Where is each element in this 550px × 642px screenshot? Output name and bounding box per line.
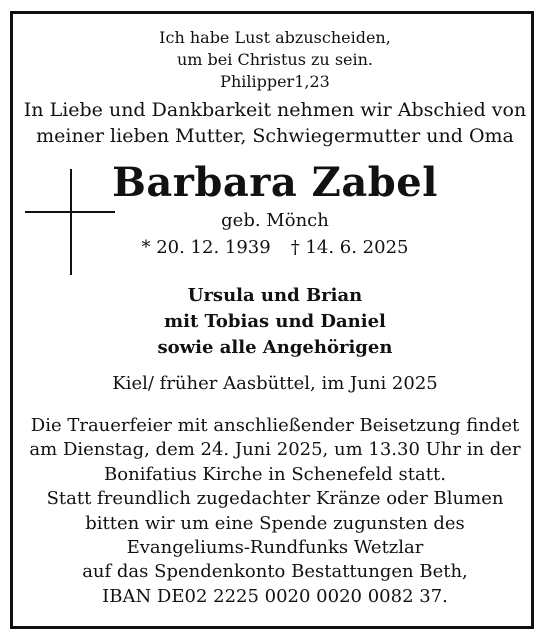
service-line: auf das Spendenkonto Bestattungen Beth, <box>82 561 468 583</box>
mourner-line: Ursula und Brian <box>187 285 363 306</box>
place-date: Kiel/ früher Aasbüttel, im Juni 2025 <box>112 373 438 394</box>
verse-line-1: Ich habe Lust abzuscheiden, <box>159 28 391 47</box>
verse-line-2: um bei Christus zu sein. <box>176 50 374 69</box>
mourners-list <box>0 283 550 361</box>
service-line: Bonifatius Kirche in Schenefeld statt. <box>104 463 446 485</box>
intro-text <box>0 97 550 149</box>
mourner-line: sowie alle Angehörigen <box>157 337 393 358</box>
intro-line-2: meiner lieben Mutter, Schwiegermutter und Oma <box>36 125 514 147</box>
service-line: bitten wir um eine Spende zugunsten des <box>85 512 465 534</box>
service-details <box>0 414 550 609</box>
intro-line-1: In Liebe und Dankbarkeit nehmen wir Abschied von <box>23 99 527 121</box>
verse-reference: Philipper1,23 <box>220 72 330 91</box>
service-line: Die Trauerfeier mit anschließender Beisetzung findet <box>30 415 520 436</box>
death-date: † 14. 6. 2025 <box>290 237 409 258</box>
mourner-line: mit Tobias und Daniel <box>164 311 386 332</box>
service-line: am Dienstag, dem 24. Juni 2025, um 13.30 Uhr in der <box>29 439 521 461</box>
service-line: Statt freundlich zugedachter Kränze oder Blumen <box>46 488 504 510</box>
birth-name: geb. Mönch <box>221 210 329 231</box>
service-line: Evangeliums-Rundfunks Wetzlar <box>126 537 424 559</box>
birth-date: * 20. 12. 1939 <box>141 237 271 258</box>
life-dates <box>0 236 550 260</box>
service-line: IBAN DE02 2225 0020 0020 0082 37. <box>102 585 448 607</box>
bible-verse <box>0 27 550 93</box>
deceased-name: Barbara Zabel <box>112 159 438 206</box>
